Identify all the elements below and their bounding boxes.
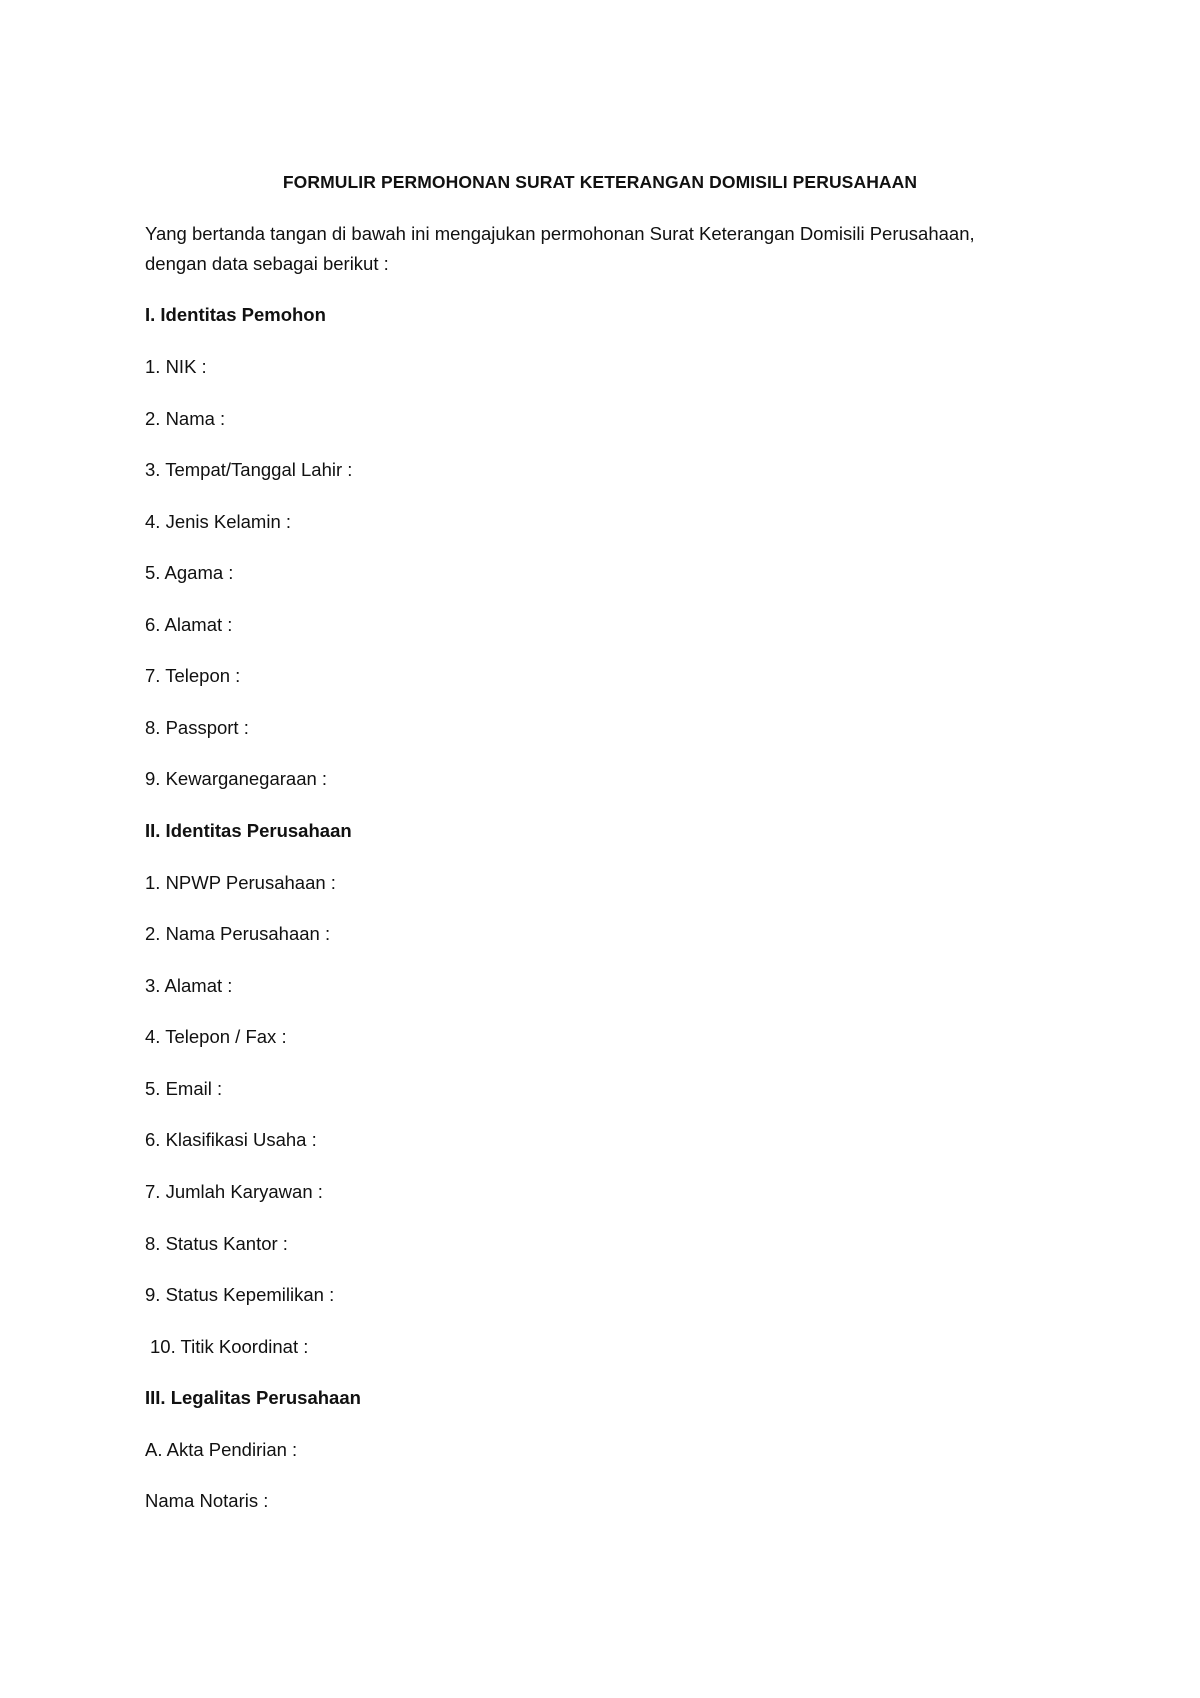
field-label-jumlah-karyawan: 7. Jumlah Karyawan : <box>145 1181 323 1202</box>
field-label-nama: 2. Nama : <box>145 408 226 429</box>
field-label-titik-koordinat: 10. Titik Koordinat : <box>150 1336 309 1357</box>
section-heading-identitas-perusahaan: II. Identitas Perusahaan <box>145 820 352 841</box>
field-label-telepon-fax: 4. Telepon / Fax : <box>145 1026 287 1047</box>
field-label-alamat: 6. Alamat : <box>145 614 233 635</box>
field-label-agama: 5. Agama : <box>145 562 234 583</box>
document-title: FORMULIR PERMOHONAN SURAT KETERANGAN DOMISILI PERUSAHAAN <box>282 172 918 192</box>
field-label-status-kantor: 8. Status Kantor : <box>145 1233 288 1254</box>
field-label-jenis-kelamin: 4. Jenis Kelamin : <box>145 511 292 532</box>
field-label-telepon: 7. Telepon : <box>145 665 241 686</box>
field-label-passport: 8. Passport : <box>145 717 249 738</box>
field-label-akta-pendirian: A. Akta Pendirian : <box>145 1439 298 1460</box>
intro-text-line-2: dengan data sebagai berikut : <box>145 253 389 274</box>
field-label-email: 5. Email : <box>145 1078 223 1099</box>
field-label-status-kepemilikan: 9. Status Kepemilikan : <box>145 1284 335 1305</box>
field-label-alamat-perusahaan: 3. Alamat : <box>145 975 233 996</box>
field-label-nama-notaris: Nama Notaris : <box>145 1490 269 1511</box>
section-heading-identitas-pemohon: I. Identitas Pemohon <box>145 304 326 325</box>
field-label-npwp-perusahaan: 1. NPWP Perusahaan : <box>145 872 336 893</box>
field-label-kewarganegaraan: 9. Kewarganegaraan : <box>145 768 328 789</box>
intro-text-line-1: Yang bertanda tangan di bawah ini mengajukan permohonan Surat Keterangan Domisili Perusahaan, <box>145 223 975 244</box>
field-label-klasifikasi-usaha: 6. Klasifikasi Usaha : <box>145 1129 317 1150</box>
section-heading-legalitas-perusahaan: III. Legalitas Perusahaan <box>145 1387 361 1408</box>
field-label-nama-perusahaan: 2. Nama Perusahaan : <box>145 923 331 944</box>
field-label-tempat-tanggal-lahir: 3. Tempat/Tanggal Lahir : <box>145 459 353 480</box>
field-label-nik: 1. NIK : <box>145 356 207 377</box>
